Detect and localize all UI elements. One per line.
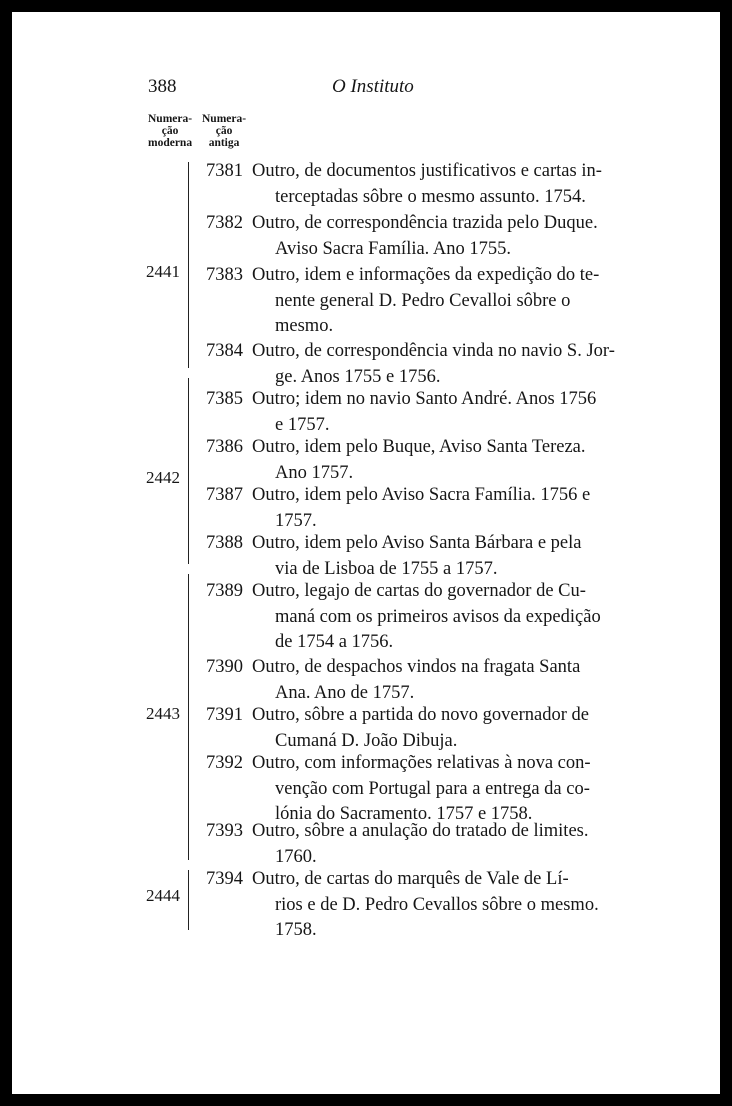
entry-text-line: Outro, sôbre a anulação do tratado de limites. — [252, 821, 589, 841]
entry-text-line: Outro, idem pelo Buque, Aviso Santa Tereza. — [252, 437, 586, 457]
entry-text-line: Outro, de cartas do marquês de Vale de Lí- — [252, 869, 569, 889]
list-item — [206, 579, 626, 656]
entry-text-line: Outro, sôbre a partida do novo governador de — [252, 705, 590, 725]
entry-text-line: Aviso Sacra Família. Ano 1755. — [275, 238, 512, 259]
entry-text-line: Outro, de documentos justificativos e cartas in- — [252, 161, 602, 181]
list-item — [206, 819, 626, 870]
list-item — [206, 703, 626, 754]
group-number: 2443 — [146, 704, 180, 723]
entry-number: 7391 — [206, 705, 243, 725]
entry-number: 7382 — [206, 213, 243, 233]
list-item — [206, 751, 626, 828]
entry-number: 7394 — [206, 869, 243, 889]
column-header-old: Numera- ção antiga — [202, 113, 247, 149]
entry-text-line: ge. Anos 1755 e 1756. — [275, 366, 441, 387]
running-title: O Instituto — [332, 76, 414, 97]
list-item — [206, 531, 626, 582]
entry-number: 7384 — [206, 341, 243, 361]
entry-text-line: Outro, idem pelo Aviso Santa Bárbara e pela — [252, 533, 582, 553]
list-item — [206, 387, 626, 438]
entry-number: 7393 — [206, 821, 243, 841]
list-item — [206, 867, 626, 944]
entry-list — [12, 12, 720, 1094]
page-number: 388 — [148, 76, 177, 97]
entry-text-line: 1757. — [275, 510, 317, 531]
entry-text-line: de 1754 a 1756. — [275, 632, 394, 653]
entry-text-line: Outro, idem e informações da expedição do te- — [252, 265, 600, 285]
list-item — [206, 263, 626, 340]
list-item — [206, 483, 626, 534]
column-header-modern: Numera- ção moderna — [148, 113, 193, 149]
entry-text-line: Cumaná D. João Dibuja. — [275, 730, 458, 751]
entry-number: 7385 — [206, 389, 243, 409]
entry-number: 7381 — [206, 161, 243, 181]
entry-text-line: e 1757. — [275, 414, 330, 435]
entry-number: 7389 — [206, 581, 243, 601]
entry-text-line: mesmo. — [275, 316, 334, 337]
entry-text-line: nente general D. Pedro Cevalloi sôbre o — [275, 290, 571, 311]
list-item — [206, 159, 626, 210]
entry-text-line: Outro, legajo de cartas do governador de Cu- — [252, 581, 586, 601]
entry-text-line: maná com os primeiros avisos da expedição — [275, 606, 601, 627]
group-number: 2444 — [146, 886, 180, 905]
entry-text-line: lónia do Sacramento. 1757 e 1758. — [275, 804, 533, 825]
entry-number: 7387 — [206, 485, 243, 505]
entry-text-line: 1758. — [275, 920, 317, 941]
entry-number: 7392 — [206, 753, 243, 773]
entry-text-line: Ano 1757. — [275, 462, 354, 483]
entry-number: 7390 — [206, 657, 243, 677]
list-item — [206, 655, 626, 706]
entry-text-line: Outro, de correspondência trazida pelo Duque. — [252, 213, 598, 233]
entry-text-line: Outro, idem pelo Aviso Sacra Família. 1756 e — [252, 485, 591, 505]
list-item — [206, 435, 626, 486]
entry-text-line: Outro, de correspondência vinda no navio S. Jor- — [252, 341, 615, 361]
entry-text-line: 1760. — [275, 846, 317, 867]
entry-text-line: rios e de D. Pedro Cevallos sôbre o mesmo. — [275, 894, 599, 915]
entry-number: 7383 — [206, 265, 243, 285]
entry-number: 7388 — [206, 533, 243, 553]
entry-number: 7386 — [206, 437, 243, 457]
list-item — [206, 211, 626, 262]
document-page — [12, 12, 720, 1094]
entry-text-line: via de Lisboa de 1755 a 1757. — [275, 558, 498, 579]
group-number: 2441 — [146, 262, 180, 281]
entry-text-line: Outro, com informações relativas à nova con- — [252, 753, 591, 773]
entry-text-line: Ana. Ano de 1757. — [275, 682, 415, 703]
entry-text-line: Outro, de despachos vindos na fragata Santa — [252, 657, 581, 677]
entry-text-line: terceptadas sôbre o mesmo assunto. 1754. — [275, 186, 586, 207]
list-item — [206, 339, 626, 390]
entry-text-line: venção com Portugal para a entrega da co- — [275, 778, 590, 799]
group-number: 2442 — [146, 468, 180, 487]
entry-text-line: Outro; idem no navio Santo André. Anos 1756 — [252, 389, 597, 409]
